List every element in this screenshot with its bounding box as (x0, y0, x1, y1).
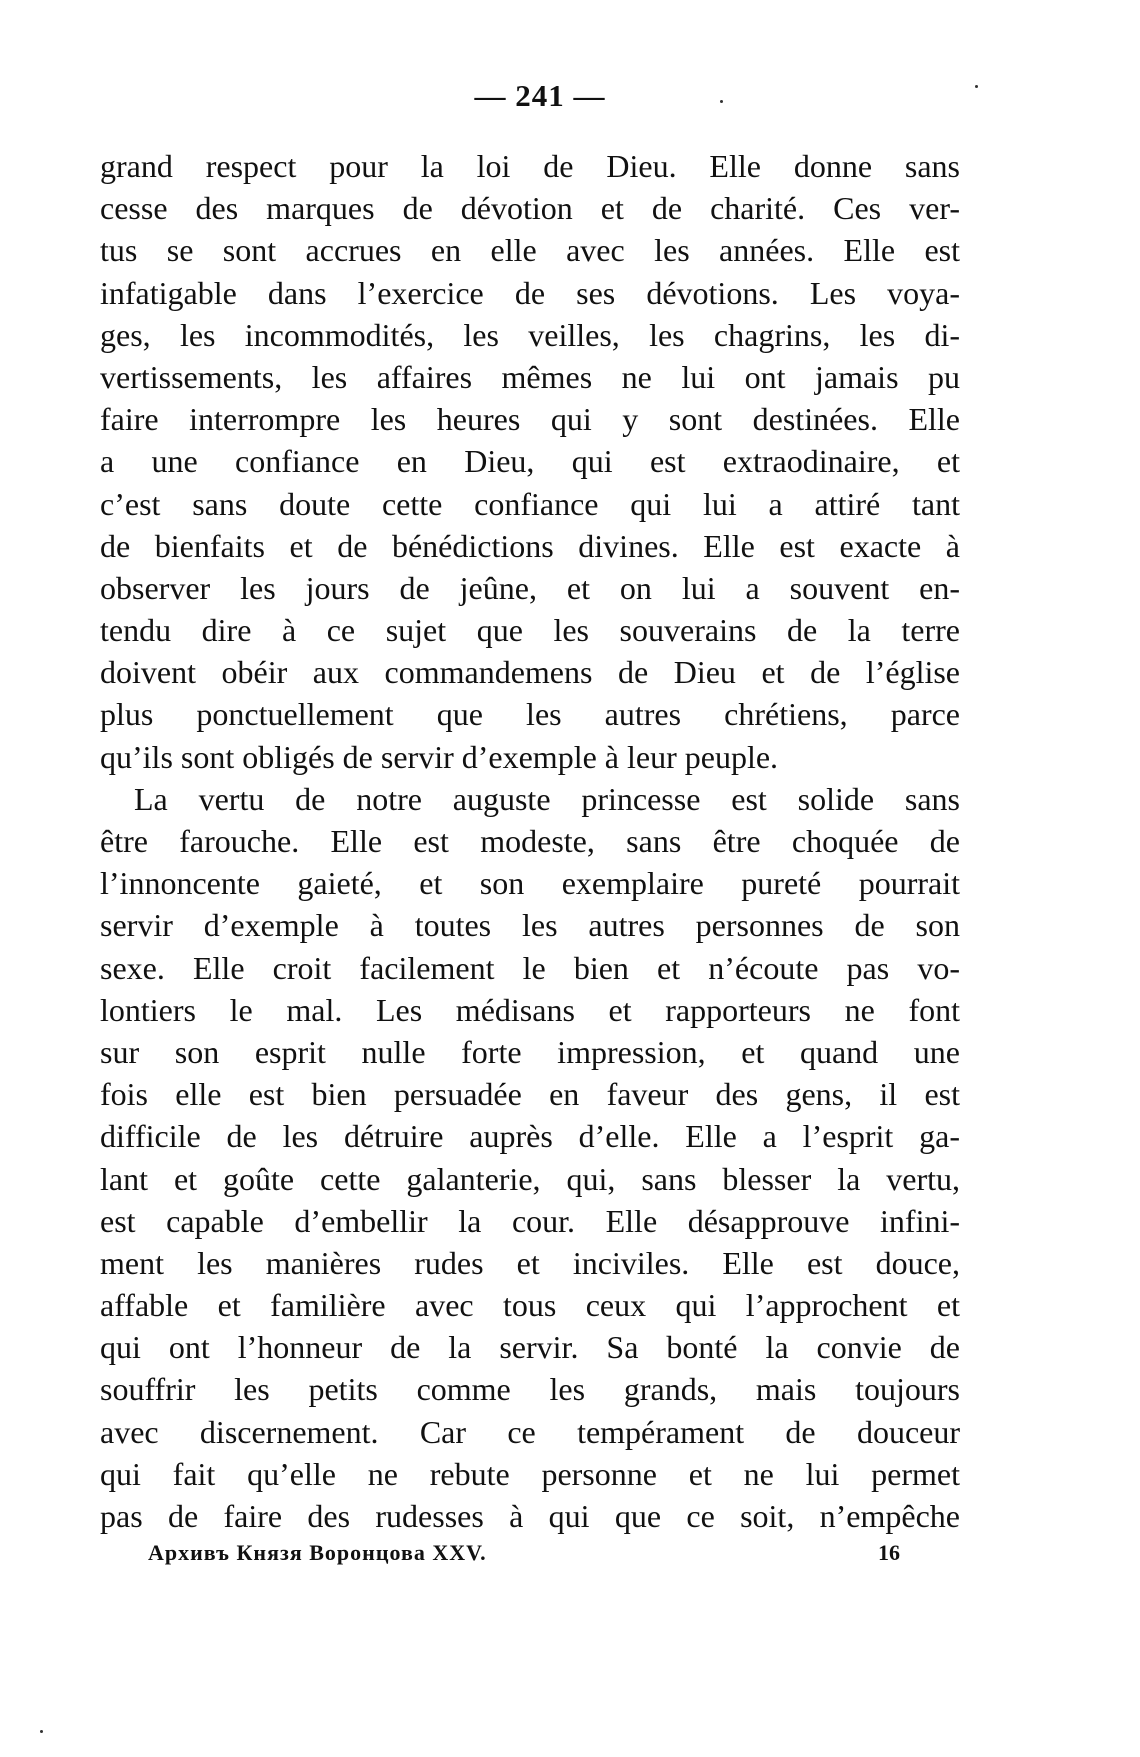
scan-speck (720, 100, 723, 103)
text-line: lant et goûte cette galanterie, qui, sans blesser la vertu, (100, 1160, 960, 1197)
page-footer (148, 1540, 900, 1570)
text-line: ges, les incommodités, les veilles, les chagrins, les di- (100, 316, 960, 353)
text-line: qui fait qu’elle ne rebute personne et ne lui permet (100, 1455, 960, 1492)
text-line: ment les manières rudes et inciviles. Elle est douce, (100, 1244, 960, 1281)
text-line: être farouche. Elle est modeste, sans être choquée de (100, 823, 960, 859)
text-line: pas de faire des rudesses à qui que ce soit, n’empêche (100, 1498, 960, 1534)
page-number: — 241 — (474, 78, 606, 113)
text-line: est capable d’embellir la cour. Elle désapprouve infini- (100, 1202, 960, 1239)
paragraph-start-line: La vertu de notre auguste princesse est solide sans (134, 780, 960, 817)
archive-source-line: Архивъ Князя Воронцова XXV. (148, 1540, 487, 1565)
text-line: avec discernement. Car ce tempérament de douceur (100, 1413, 960, 1450)
text-line: faire interrompre les heures qui y sont destinées. Elle (100, 401, 960, 438)
text-line: souffrir les petits comme les grands, mais toujours (100, 1371, 960, 1408)
text-line: de bienfaits et de bénédictions divines. Elle est exacte à (100, 527, 960, 564)
text-line: qui ont l’honneur de la servir. Sa bonté la convie de (100, 1329, 960, 1366)
text-line: cesse des marques de dévotion et de charité. Ces ver- (100, 190, 960, 227)
text-line: l’innoncente gaieté, et son exemplaire pureté pourrait (100, 865, 960, 902)
text-line: vertissements, les affaires mêmes ne lui ont jamais pu (100, 358, 960, 395)
text-line: c’est sans doute cette confiance qui lui a attiré tant (100, 485, 960, 522)
text-line: fois elle est bien persuadée en faveur des gens, il est (100, 1076, 960, 1113)
scan-speck (40, 1730, 43, 1733)
text-line: sexe. Elle croit facilement le bien et n’écoute pas vo- (100, 949, 960, 986)
text-line: qu’ils sont obligés de servir d’exemple à leur peuple. (100, 738, 779, 775)
text-line: a une confiance en Dieu, qui est extraodinaire, et (100, 443, 960, 480)
text-line: difficile de les détruire auprès d’elle. Elle a l’esprit ga- (100, 1118, 960, 1155)
text-line: sur son esprit nulle forte impression, et quand une (100, 1033, 960, 1070)
body-text (100, 145, 960, 1537)
scan-speck (975, 85, 978, 88)
text-line: servir d’exemple à toutes les autres personnes de son (100, 907, 960, 944)
text-line: lontiers le mal. Les médisans et rapporteurs ne font (100, 991, 960, 1028)
text-line: doivent obéir aux commandemens de Dieu et de l’église (100, 654, 960, 691)
text-line: tus se sont accrues en elle avec les années. Elle est (100, 232, 960, 269)
text-line: tendu dire à ce sujet que les souverains de la terre (100, 612, 960, 649)
text-line: infatigable dans l’exercice de ses dévotions. Les voya- (100, 274, 960, 311)
text-line: affable et familière avec tous ceux qui l’approchent et (100, 1287, 960, 1324)
text-line: observer les jours de jeûne, et on lui a souvent en- (100, 569, 960, 606)
text-line: grand respect pour la loi de Dieu. Elle donne sans (100, 148, 960, 184)
signature-mark: 16 (878, 1540, 900, 1565)
text-line: plus ponctuellement que les autres chrétiens, parce (100, 696, 960, 733)
